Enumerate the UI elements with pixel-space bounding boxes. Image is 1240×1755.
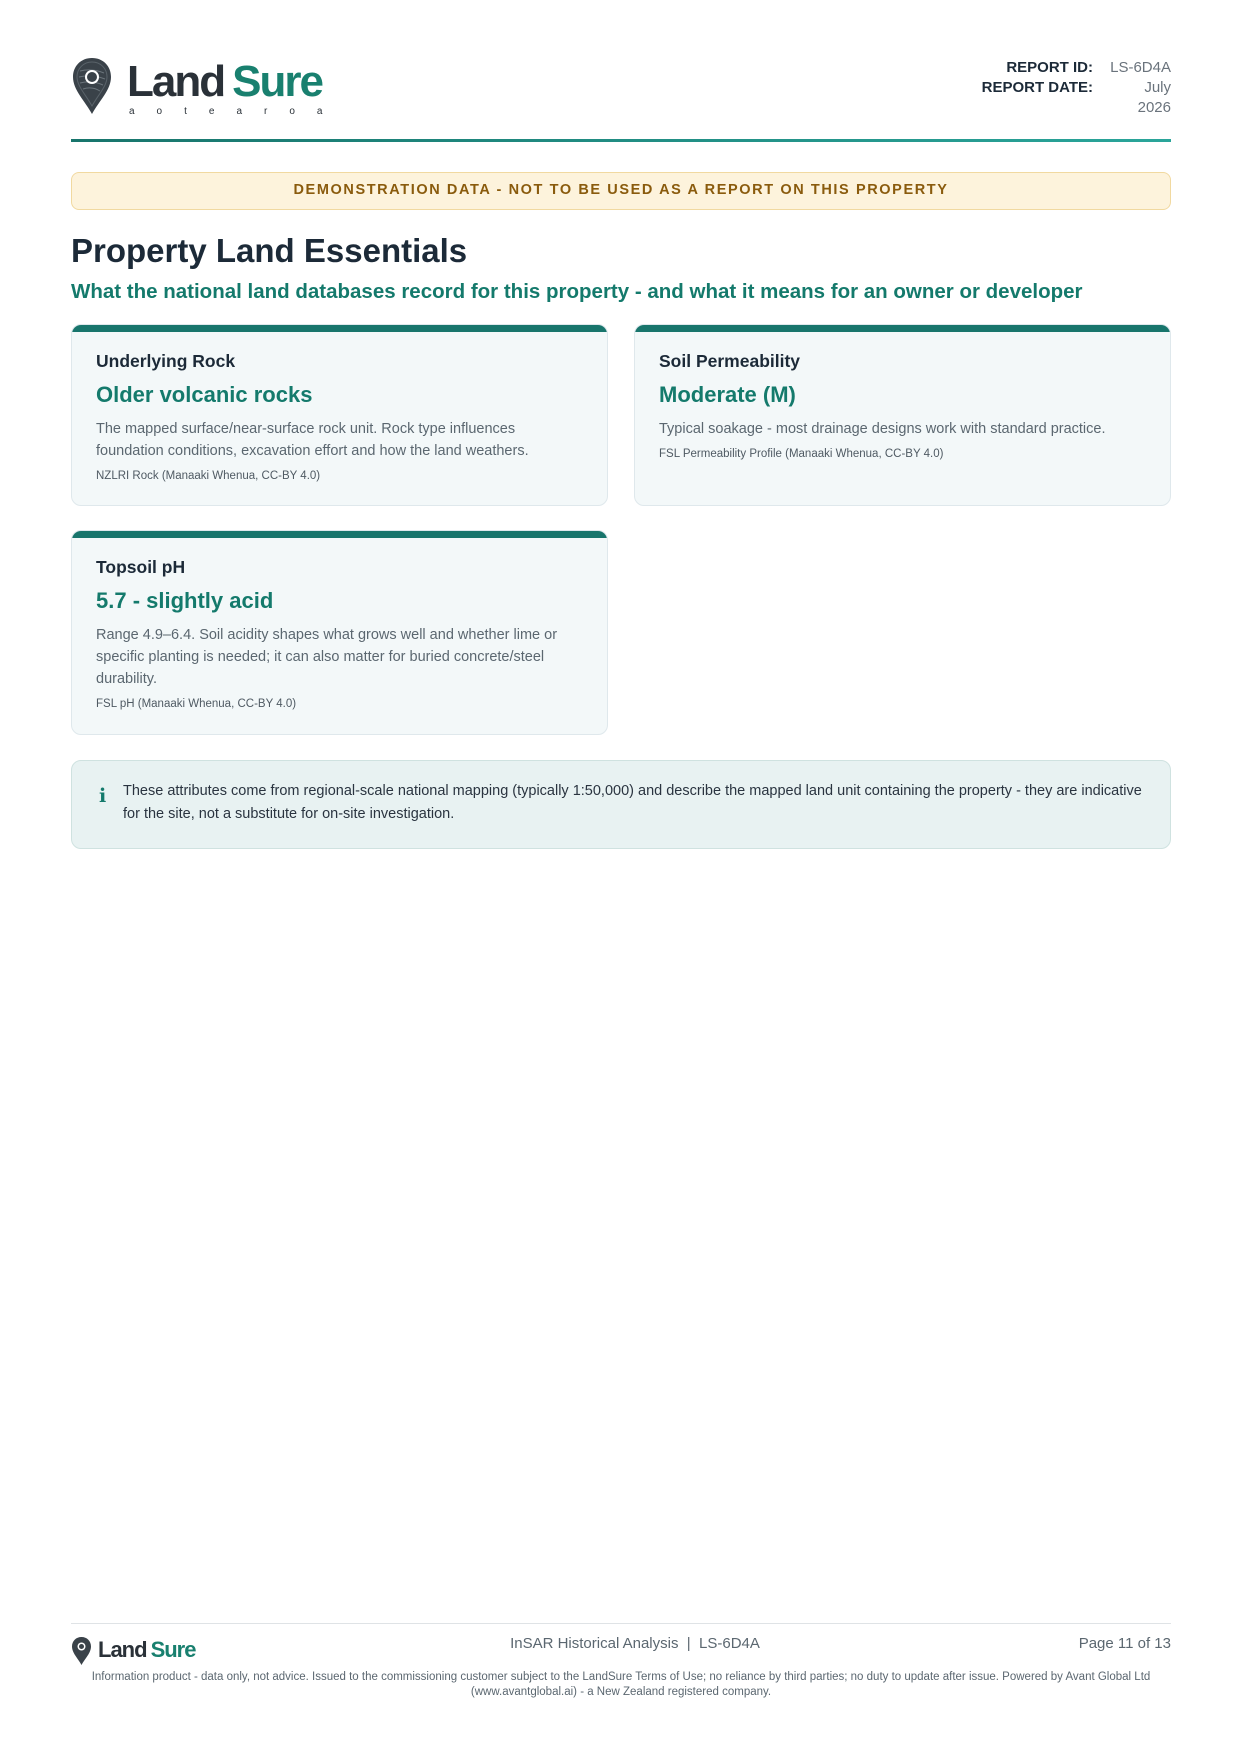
page-subtitle: What the national land databases record for this property - and what it means for an owner or developer [71,280,1083,303]
footer-legal-text: Information product - data only, not advice. Issued to the commissioning customer subject to the LandSure Terms of Use; no reliance by third parties; no duty to update after issue. Powered by Avant Global Ltd (www.avantglobal.ai) - a New Zealand registered company. [91,1671,1151,1698]
card-label: Topsoil pH [96,557,186,577]
footer-brand-sure: Sure [150,1637,196,1662]
card-source: FSL pH (Manaaki Whenua, CC-BY 4.0) [96,698,297,710]
footer-divider [71,1623,1171,1624]
brand-name-sure: Sure [232,57,322,106]
card-description: The mapped surface/near-surface rock unit. Rock type influences foundation conditions, excavation effort and how the land weathers. [96,421,529,459]
page-header [71,56,1171,136]
card-description: Range 4.9–6.4. Soil acidity shapes what grows well and whether lime or specific planting is needed; it can also matter for buried concrete/steel durability. [96,627,558,687]
card-value: Older volcanic rocks [96,382,313,407]
brand-tagline: aotearoa [129,106,345,117]
card-value: 5.7 - slightly acid [96,588,274,613]
card-underlying-rock [71,324,608,506]
footer-brand-land: Land [98,1637,147,1662]
card-soil-permeability [634,324,1171,506]
card-value: Moderate (M) [659,382,796,407]
map-pin-icon [71,56,113,116]
brand-logo [71,56,344,117]
report-id-label: REPORT ID: [1006,59,1093,76]
report-date-value: July 2026 [1137,79,1171,116]
report-date-label: REPORT DATE: [981,79,1093,96]
card-topsoil-ph [71,530,608,735]
brand-name-land: Land [127,57,225,106]
card-label: Underlying Rock [96,351,236,371]
card-source: NZLRI Rock (Manaaki Whenua, CC-BY 4.0) [96,470,321,482]
info-text: These attributes come from regional-scale national mapping (typically 1:50,000) and describe the mapped land unit containing the property - they are indicative for the site, not a substitute for on-site investigation. [123,783,1142,822]
card-description: Typical soakage - most drainage designs work with standard practice. [659,421,1106,437]
report-id-value: LS-6D4A [1110,59,1171,76]
card-label: Soil Permeability [659,351,801,371]
page-title: Property Land Essentials [71,232,468,269]
page-number: Page 11 of 13 [1078,1635,1171,1652]
info-icon: i [99,785,107,807]
footer-center-text: InSAR Historical Analysis | LS-6D4A [510,1635,760,1652]
demo-data-banner: DEMONSTRATION DATA - NOT TO BE USED AS A REPORT ON THIS PROPERTY [71,172,1171,210]
card-source: FSL Permeability Profile (Manaaki Whenua, CC-BY 4.0) [659,448,944,460]
info-note [71,760,1171,849]
report-meta [973,58,1171,118]
brand-wordmark [127,57,344,106]
footer-report-name [0,1635,1240,1652]
header-divider [71,139,1171,142]
